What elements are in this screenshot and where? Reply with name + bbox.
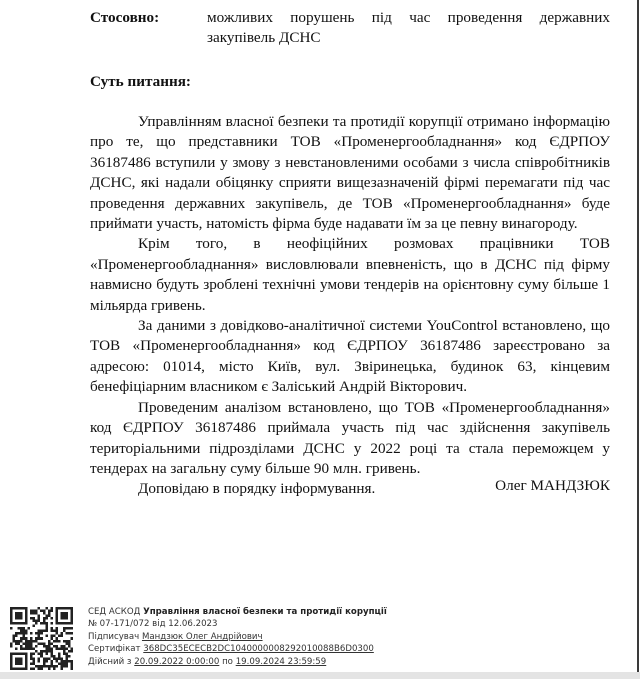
e-signature-stamp (0, 600, 640, 672)
regarding-line-2: закупівель ДСНС (207, 29, 321, 46)
stamp-department-line (88, 606, 387, 618)
paragraph: Проведеним аналізом встановлено, що ТОВ «Променергообладнання» код ЄДРПОУ 36187486 приймала участь під час здійснення закупівель територіальними підрозділами ДСНС у 2022 році та стала переможцем у тендерах на загальну суму більше 90 млн. гривень. (90, 398, 610, 477)
stamp-valid-to-label: по (222, 656, 233, 667)
stamp-valid-from: 20.09.2022 0:00:00 (134, 656, 220, 667)
paragraph: Крім того, в неофіційних розмовах працівники ТОВ «Променергообладнання» висловлювали впевненість, що в ДСНС під фірму навмисно будуть зроблені технічні умови тендерів на орієнтовну суму більше 1 мільярда гривень. (90, 235, 610, 314)
subject-heading: Суть питання: (90, 73, 191, 90)
stamp-valid-label: Дійсний з (88, 656, 132, 667)
regarding-block (90, 8, 610, 48)
paragraph: Доповідаю в порядку інформування. (138, 480, 376, 498)
stamp-signer-name: Мандзюк Олег Андрійович (141, 631, 263, 642)
qr-code-icon (10, 607, 73, 670)
stamp-signer-label: Підписувач (88, 631, 140, 642)
regarding-label: Стосовно: (90, 9, 160, 26)
stamp-valid-to: 19.09.2024 23:59:59 (235, 656, 327, 667)
stamp-system: СЕД АСКОД (88, 607, 141, 617)
paragraph: За даними з довідково-аналітичної системи YouControl встановлено, що ТОВ «Променергообладнання» код ЄДРПОУ 36187486 зареєстровано за адресою: 01014, місто Київ, вул. Звіринецька, будинок 63, кінцевим бенефіціарним власником є Заліський Андрій Вікторович. (90, 317, 610, 396)
regarding-line-1: можливих порушень під час проведення державних (207, 9, 610, 26)
stamp-doc-number: № 07-171/072 від 12.06.2023 (88, 619, 218, 630)
stamp-department: Управління власної безпеки та протидії корупції (143, 607, 387, 617)
page-border (637, 0, 639, 672)
signature-name: Олег МАНДЗЮК (495, 477, 610, 494)
document-body (90, 112, 610, 500)
stamp-text (88, 606, 387, 668)
paragraph: Управлінням власної безпеки та протидії корупції отримано інформацію про те, що представники ТОВ «Променергообладнання» код ЄДРПОУ 36187486 вступили у змову з невстановленими особами з числа співробітників ДСНС, які надали обіцянку сприяти вищезазначеній фірмі перемагати під час проведення державних закупівель, де ТОВ «Променергообладнання» буде приймати участь, натомість фірма буде надавати їм за це певну винагороду. (90, 113, 610, 233)
stamp-certificate-label: Сертифікат (88, 644, 141, 655)
stamp-validity-line (88, 656, 387, 668)
stamp-signer-line (88, 631, 387, 643)
regarding-value (207, 8, 610, 48)
stamp-certificate-line (88, 643, 387, 655)
bottom-band (0, 672, 640, 679)
stamp-certificate-id: 368DC35ECECB2DC1040000008292010088B6D0300 (143, 644, 374, 655)
